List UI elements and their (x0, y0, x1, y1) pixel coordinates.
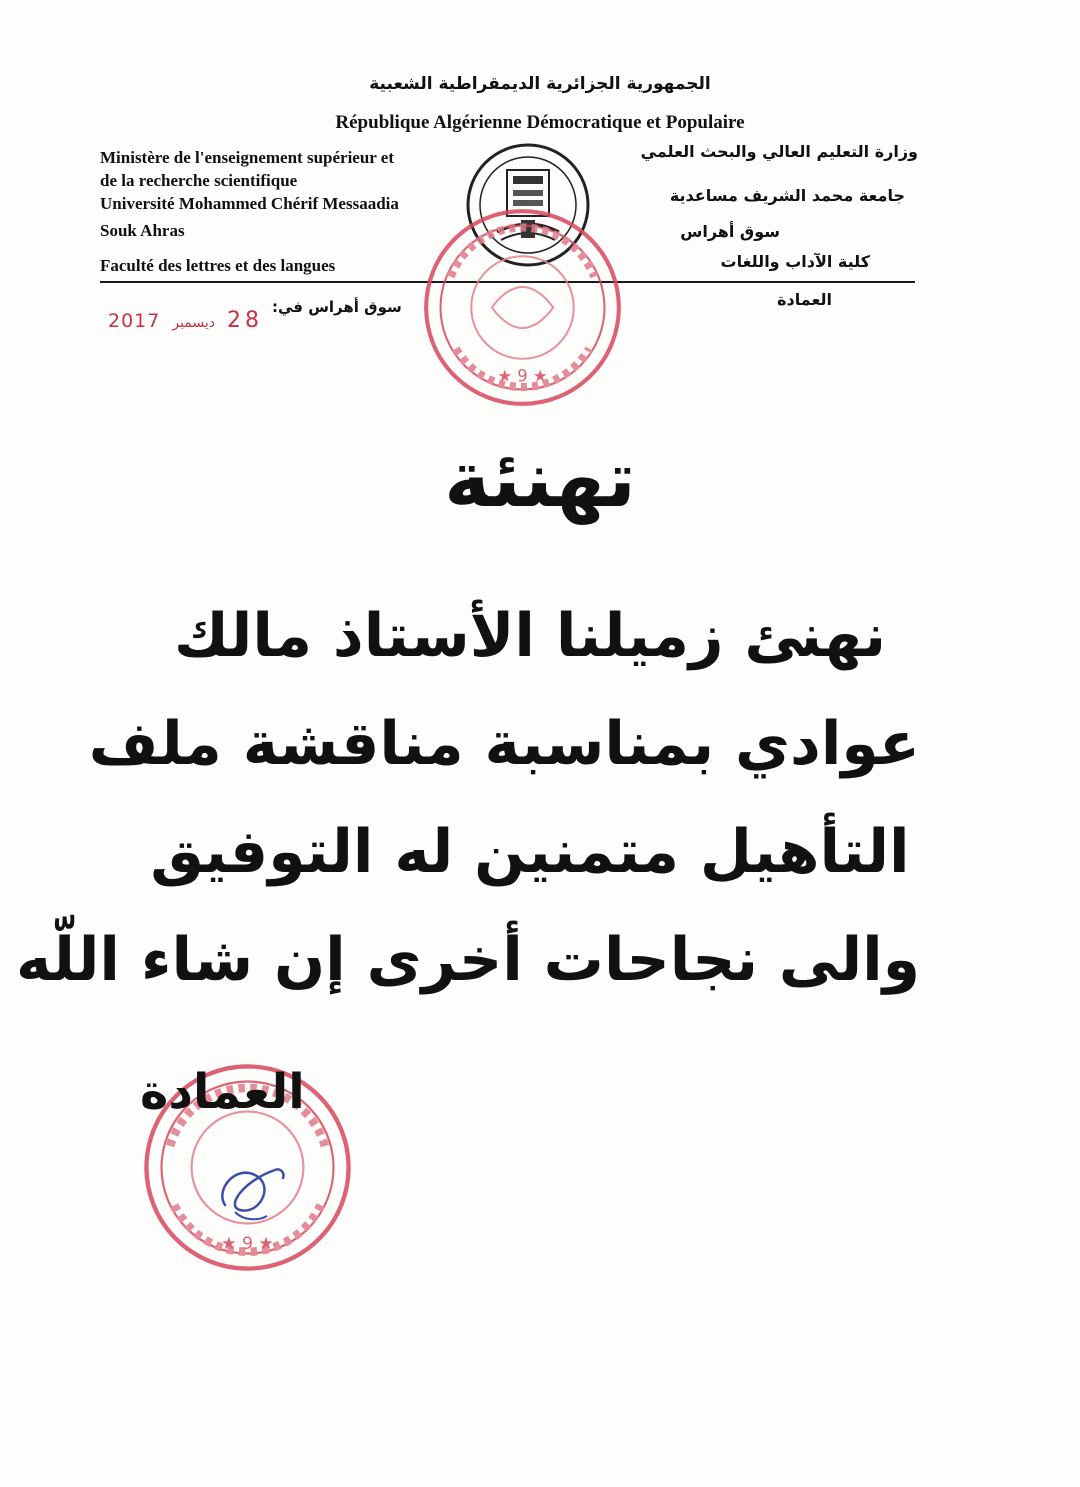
date-day: 28 (227, 308, 264, 333)
country-name-arabic: الجمهورية الجزائرية الديمقراطية الشعبية (369, 74, 711, 94)
letter-line-2: عوادي بمناسبة مناقشة ملف (88, 709, 920, 779)
letter-line-3: التأهيل متمنين له التوفيق (150, 817, 910, 887)
svg-text:★ 9 ★: ★ 9 ★ (221, 1234, 274, 1255)
place-date-label: سوق أهراس في: (272, 298, 402, 316)
letter-body (16, 588, 920, 1020)
ministry-french-line1: Ministère de l'enseignement supérieur et (100, 148, 394, 167)
city-french: Souk Ahras (100, 221, 185, 240)
letter-line-1: نهنئ زميلنا الأستاذ مالك (173, 601, 887, 671)
letter-title: تهنئة (444, 435, 636, 525)
faculty-arabic: كلية الآداب واللغات (720, 252, 870, 271)
city-arabic: سوق أهراس (680, 222, 780, 241)
handwritten-signature-icon (205, 1150, 295, 1230)
ministry-french-line2: de la recherche scientifique (100, 171, 298, 190)
country-name-french: République Algérienne Démocratique et Populaire (335, 112, 745, 133)
faculty-french: Faculté des lettres et des langues (100, 256, 336, 275)
official-stamp-icon (420, 205, 625, 410)
date-month: ديسمبر (172, 315, 216, 331)
ministry-arabic: وزارة التعليم العالي والبحث العلمي (640, 142, 918, 161)
date-year: 2017 (108, 310, 161, 332)
signature-label: العمادة (140, 1064, 305, 1120)
deanery-arabic: العمادة (777, 290, 832, 309)
svg-text:★ 9 ★: ★ 9 ★ (497, 366, 548, 386)
institution-french-block (100, 146, 460, 242)
date-stamp (108, 308, 263, 333)
university-arabic: جامعة محمد الشريف مساعدية (669, 186, 905, 205)
university-french: Université Mohammed Chérif Messaadia (100, 194, 399, 213)
letter-line-4: والى نجاحات أخرى إن شاء اللّه (16, 925, 920, 995)
